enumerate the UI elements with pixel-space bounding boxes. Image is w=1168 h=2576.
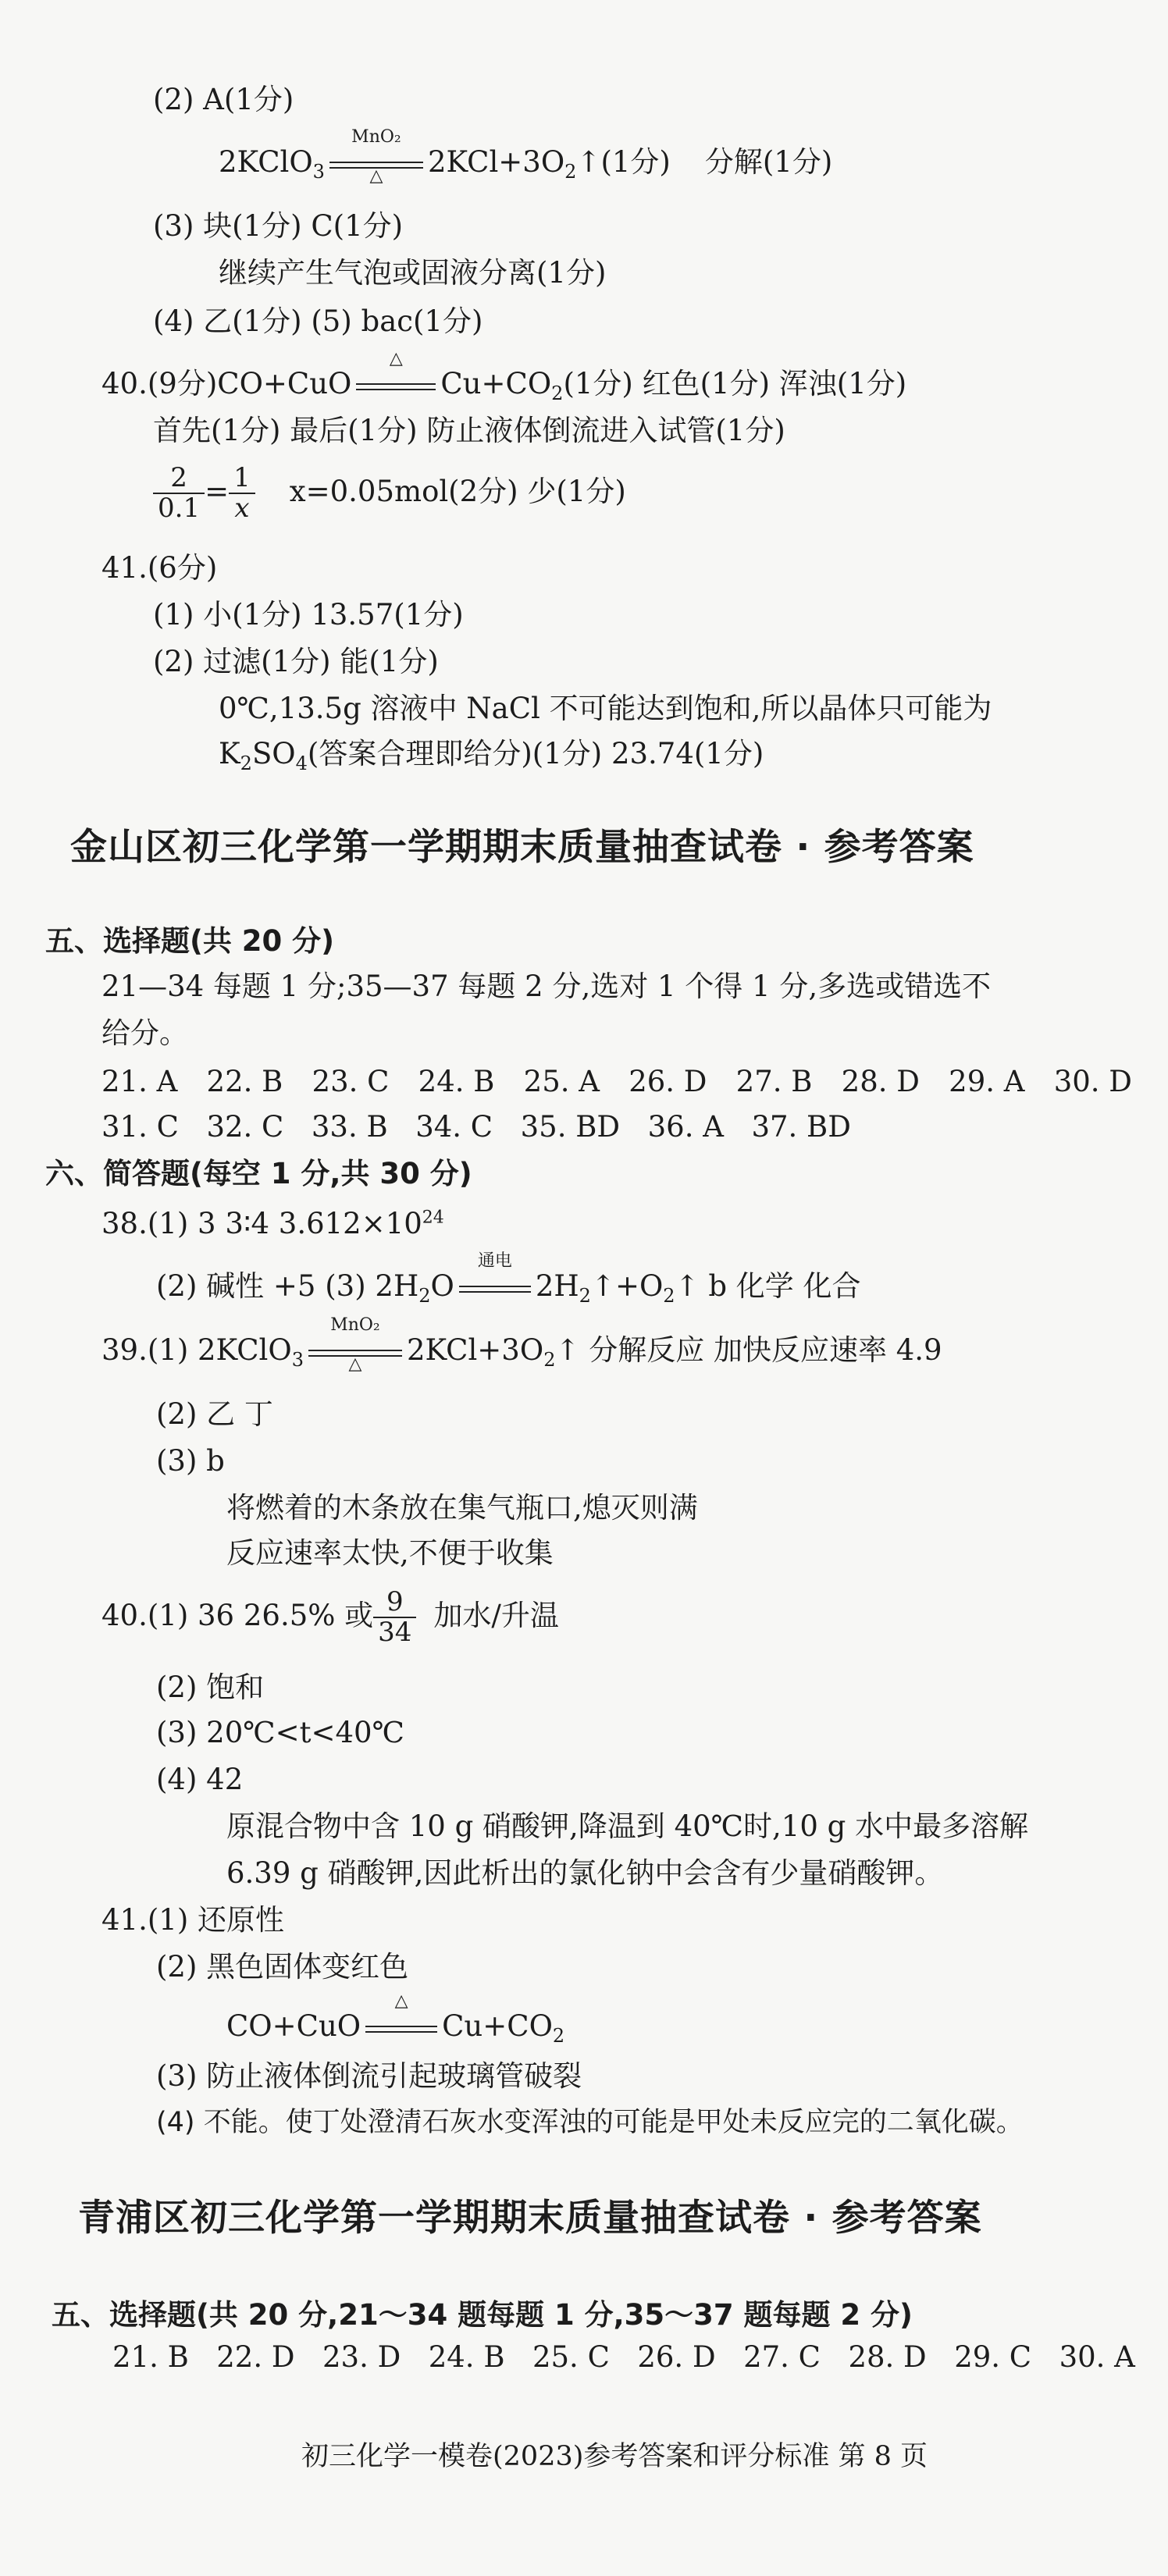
answer-item: 25. A <box>523 1065 600 1098</box>
jinshan-q41-line-5: (4) 不能。使丁处澄清石灰水变浑浊的可能是甲处未反应完的二氧化碳。 <box>156 2107 1024 2138</box>
p1-line-3b: 继续产生气泡或固液分离(1分) <box>219 256 607 290</box>
p1-q40-line-1: 40.(9分)CO+CuO △ $Cu+CO_2(1$分) 红色(1分) 浑浊(1分) <box>101 348 907 404</box>
p1-line-3: (3) 块(1分) C(1分) <box>153 209 404 243</box>
jinshan-section-title: 金山区初三化学第一学期期末质量抽查试卷 · 参考答案 <box>70 826 974 869</box>
qingpu-answers-row-1 <box>112 2340 1135 2375</box>
answer-item: 28. D <box>841 1065 920 1098</box>
jinshan-q39-line-4: 将燃着的木条放在集气瓶口,熄灭则满 <box>226 1491 698 1525</box>
reaction-heat-arrow: △ <box>362 2015 440 2043</box>
jinshan-q39-line-5: 反应速率太快,不便于收集 <box>226 1536 554 1570</box>
p1-q41-head: 41.(6分) <box>101 551 218 585</box>
answer-item: 26. D <box>637 2340 716 2374</box>
answer-item: 35. BD <box>520 1110 621 1144</box>
p1-q40-line-3: $\frac{2}{0.1}$ = $\frac{1}{x}$ x=0.05mol(2分) 少(1分) <box>153 464 626 524</box>
answer-item: 29. C <box>954 2340 1032 2374</box>
jinshan-answers-row-1 <box>101 1065 1132 1099</box>
answer-item: 21. A <box>101 1065 178 1098</box>
jinshan-q39-line-1: 39.(1) 2KClO$_3$ MnO₂ △ $2KCl+3O_2↑$ 分解反应 加快反应速率 4.9 <box>101 1315 942 1374</box>
answer-item: 22. B <box>206 1065 283 1098</box>
electrolysis-arrow: 通电 <box>456 1275 534 1303</box>
answer-item: 25. C <box>532 2340 610 2374</box>
fraction: $\frac{9}{34}$ <box>373 1588 416 1648</box>
p1-q40-line-2: 首先(1分) 最后(1分) 防止液体倒流进入试管(1分) <box>153 414 785 447</box>
answer-item: 29. A <box>949 1065 1025 1098</box>
answer-item: 27. C <box>743 2340 821 2374</box>
p1-equation-kclo3: 2KClO$_3$ MnO₂ △ $2KCl+3O_2↑(1$分) 分解(1分) <box>219 126 833 186</box>
jinshan-q39-line-3: (3) b <box>156 1444 225 1478</box>
jinshan-q38-line-2: (2) 碱性 +5 (3) $2H_2O$ 通电 $2H_2↑+O_2↑$ b 化学 化合 <box>156 1251 861 1307</box>
jinshan-q41-line-4: (3) 防止液体倒流引起玻璃管破裂 <box>156 2059 582 2093</box>
answer-item: 24. B <box>428 2340 505 2374</box>
qingpu-sec5-heading: 五、选择题(共 20 分,21～34 题每题 1 分,35～37 题每题 2 分) <box>52 2298 913 2332</box>
jinshan-q41-line-2: (2) 黑色固体变红色 <box>156 1950 409 1984</box>
jinshan-q38-line-1: 38.(1) 3 3∶4 $3.612\times 10^{24}$ <box>101 1207 444 1240</box>
jinshan-sec5-note-2: 给分。 <box>101 1016 188 1050</box>
jinshan-sec5-heading: 五、选择题(共 20 分) <box>45 924 335 958</box>
p1-q41-line-4: $K_2SO_4$(答案合理即给分)(1分) 23.74(1分) <box>219 737 764 774</box>
answer-item: 21. B <box>112 2340 189 2374</box>
answer-item: 26. D <box>629 1065 707 1098</box>
reaction-heat-arrow: △ <box>353 372 439 400</box>
reaction-condition-arrow: MnO₂ △ <box>326 151 426 179</box>
answer-item: 32. C <box>206 1110 284 1144</box>
answer-item: 31. C <box>101 1110 179 1144</box>
fraction: $\frac{1}{x}$ <box>229 464 255 524</box>
answer-item: 34. C <box>415 1110 493 1144</box>
qingpu-section-title: 青浦区初三化学第一学期期末质量抽查试卷 · 参考答案 <box>78 2197 982 2240</box>
page-footer: 初三化学一模卷(2023)参考答案和评分标准 第 8 页 <box>301 2441 928 2472</box>
jinshan-sec5-note-1: 21—34 每题 1 分;35—37 每题 2 分,选对 1 个得 1 分,多选或错选不 <box>101 970 992 1003</box>
p1-q41-line-2: (2) 过滤(1分) 能(1分) <box>153 645 439 678</box>
answer-item: 23. D <box>322 2340 401 2374</box>
jinshan-q40-line-3: (3) 20℃<t<40℃ <box>156 1716 404 1749</box>
answer-item: 30. A <box>1059 2340 1135 2374</box>
jinshan-q40-line-1: 40.(1) 36 26.5% 或 $\frac{9}{34}$ 加水/升温 <box>101 1586 559 1649</box>
answer-item: 37. BD <box>751 1110 851 1144</box>
answer-item: 28. D <box>848 2340 927 2374</box>
answer-item: 36. A <box>647 1110 724 1144</box>
p1-line-4: (4) 乙(1分) (5) bac(1分) <box>153 304 483 338</box>
jinshan-answers-row-2 <box>101 1110 851 1144</box>
jinshan-q40-line-5: 原混合物中含 10 g 硝酸钾,降温到 40℃时,10 g 水中最多溶解 <box>226 1809 1029 1843</box>
jinshan-q40-line-2: (2) 饱和 <box>156 1670 265 1704</box>
jinshan-q40-line-6: 6.39 g 硝酸钾,因此析出的氯化钠中会含有少量硝酸钾。 <box>226 1856 944 1890</box>
reaction-condition-arrow: MnO₂ △ <box>305 1339 405 1367</box>
answer-item: 33. B <box>311 1110 388 1144</box>
answer-item: 23. C <box>312 1065 390 1098</box>
eq-reactant: 2KClO <box>219 145 313 179</box>
jinshan-q40-line-4: (4) 42 <box>156 1763 244 1796</box>
p1-q41-line-3: 0℃,13.5g 溶液中 NaCl 不可能达到饱和,所以晶体只可能为 <box>219 692 992 725</box>
jinshan-q39-line-2: (2) 乙 丁 <box>156 1397 273 1431</box>
answer-item: 30. D <box>1053 1065 1132 1098</box>
jinshan-q41-equation: CO+CuO △ $Cu+CO_2$ <box>226 1991 565 2047</box>
answer-item: 27. B <box>735 1065 813 1098</box>
answer-item: 24. B <box>418 1065 495 1098</box>
jinshan-sec6-heading: 六、简答题(每空 1 分,共 30 分) <box>45 1157 472 1190</box>
jinshan-q41-line-1: 41.(1) 还原性 <box>101 1903 285 1937</box>
answer-item: 22. D <box>216 2340 295 2374</box>
fraction: $\frac{2}{0.1}$ <box>153 464 205 524</box>
p1-line-2a: (2) A(1分) <box>153 83 294 116</box>
p1-q41-line-1: (1) 小(1分) 13.57(1分) <box>153 598 464 632</box>
